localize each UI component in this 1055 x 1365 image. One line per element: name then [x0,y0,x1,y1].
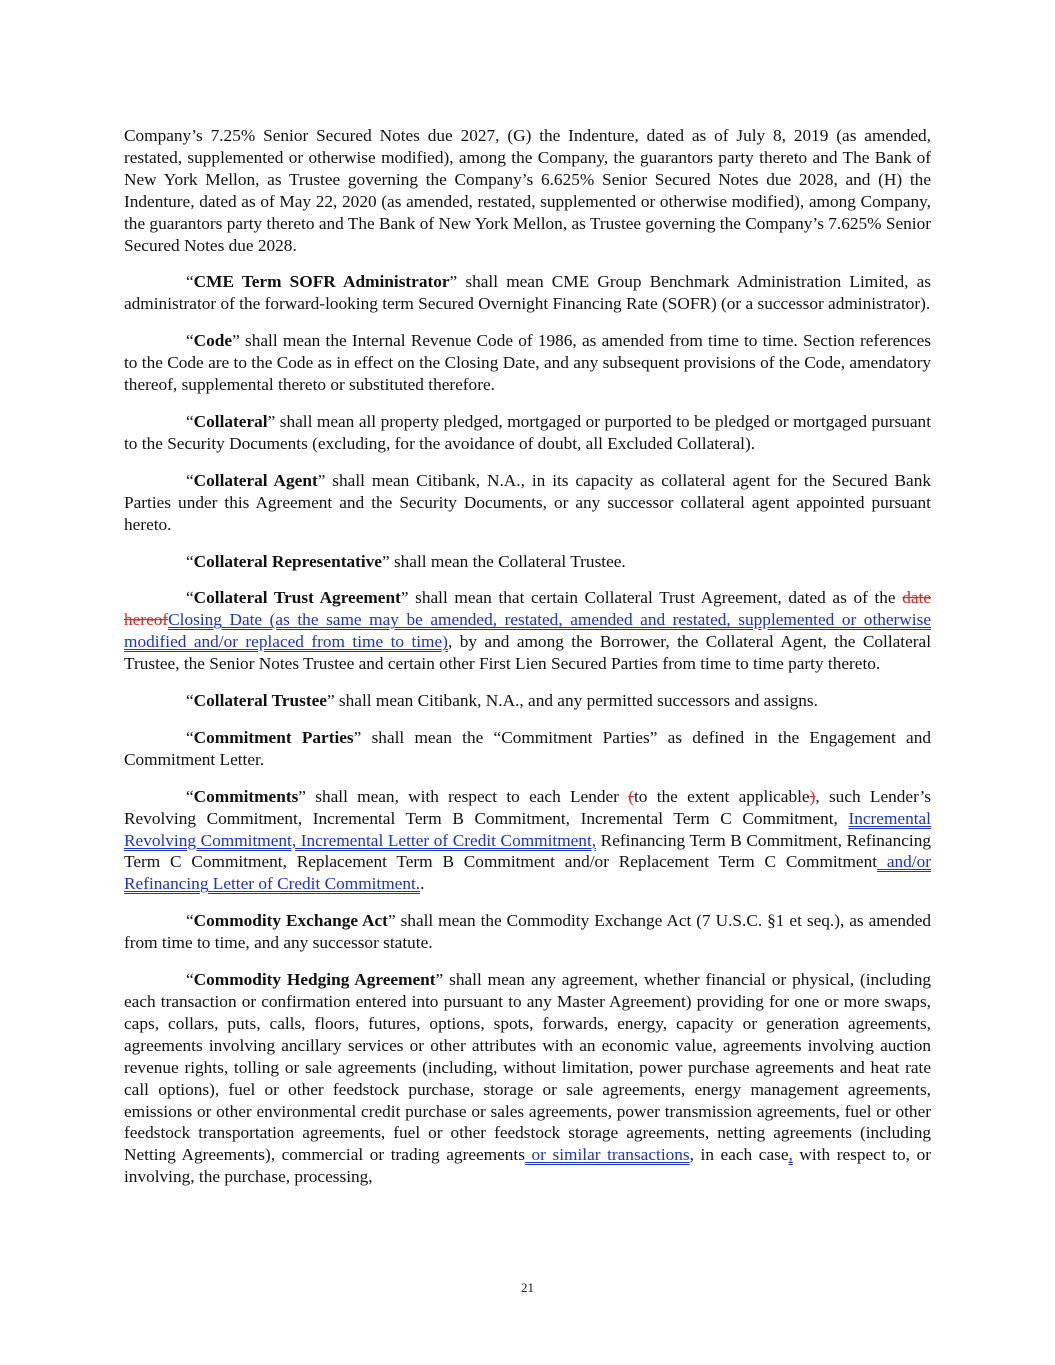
defined-term: Collateral Representative [193,551,382,571]
text-run: ” shall mean CME Group Benchmark Administration Limited, as administrator of the forward-looking term Secured Overnight Financing Rate (SOFR) (or a successor administrator). [124,272,931,314]
text-run: “ [186,331,194,351]
text-run: “ [186,786,194,806]
defined-term: Commodity Exchange Act [193,911,388,931]
paragraph [124,727,931,771]
text-run: “ [186,272,194,292]
paragraph [124,587,931,675]
paragraph [124,690,931,712]
paragraph [124,969,931,1188]
defined-term: Collateral Trust Agreement [193,588,401,608]
inserted-text: Closing Date (as the same may be amended, restated, amended and restated, supplemented or otherwise modified and/or replaced from time to time) [124,610,931,652]
inserted-text: Incremental Revolving Commitment, Incremental Letter of Credit Commitment, [124,808,931,850]
defined-term: CME Term SOFR Administrator [193,272,450,292]
defined-term: Collateral Agent [193,470,318,490]
paragraph [124,786,931,896]
page-number: 21 [521,1280,534,1295]
text-run: “ [186,470,194,490]
deleted-text: ( [628,786,634,806]
paragraph [124,271,931,315]
text-run: ” shall mean Citibank, N.A., and any permitted successors and assigns. [326,691,818,711]
inserted-text: and/or Refinancing Letter of Credit Commitment. [124,852,932,894]
text-run: , by and among the Borrower, the Collateral Agent, the Collateral Trustee, the Senior Notes Trustee and certain other First Lien Secured Parties from time to time party thereto. [124,632,931,674]
text-run: . [420,874,425,894]
text-run: ” shall mean the Commodity Exchange Act (7 U.S.C. §1 et seq.), as amended from time to time, and any successor statute. [124,911,931,953]
text-run: ” shall mean, with respect to each Lender [298,786,629,806]
text-run: “ [186,588,194,608]
text-run: , such Lender’s Revolving Commitment, Incremental Term B Commitment, Incremental Term C Commitment, [124,786,932,828]
text-run: ” shall mean any agreement, whether financial or physical, (including each transaction or confirmation entered into pursuant to any Master Agreement) providing for one or more swaps, caps, collars, puts, calls, floors, futures, options, spots, forwards, energy, capacity or generation agreements, agreements involving ancillary services or other attributes with an economic value, agreements involving auction revenue rights, tolling or sale agreements (including, without limitation, power purchase agreements and heat rate call options), fuel or other feedstock purchase, storage or sale agreements, energy management agreements, emissions or other environmental credit purchase or sales agreements, power transmission agreements, fuel or other feedstock transportation agreements, fuel or other feedstock storage agreements, netting agreements (including Netting Agreements), commercial or trading agreements [124,970,932,1165]
paragraph [124,910,931,954]
text-run: ” shall mean the “Commitment Parties” as defined in the Engagement and Commitment Letter. [124,727,931,769]
deleted-text: ) [809,786,816,806]
paragraph [124,330,931,396]
text-run: “ [186,911,194,931]
defined-term: Commodity Hedging Agreement [193,970,436,990]
text-run: “ [186,691,194,711]
text-run: ” shall mean that certain Collateral Trust Agreement, dated as of the [400,588,903,608]
text-run: Refinancing Term B Commitment, Refinancing Term C Commitment, Replacement Term B Commitment and/or Replacement Term C Commitment [124,830,931,872]
text-run: with respect to, or involving, the purchase, processing, [124,1145,931,1187]
inserted-text: or similar transactions [524,1145,690,1165]
text-run: to the extent applicable [633,786,810,806]
text-run: “ [186,970,194,990]
defined-term: Code [193,331,233,351]
defined-term: Collateral Trustee [193,691,327,711]
document-page [124,125,931,1203]
inserted-text: , [788,1145,793,1165]
text-run: , in each case [689,1145,789,1165]
text-run: “ [186,727,194,747]
text-run: Company’s 7.25% Senior Secured Notes due 2027, (G) the Indenture, dated as of July 8, 2019 (as amended, restated, supplemented or otherwise modified), among the Company, the guarantors party thereto and The Bank of New York Mellon, as Trustee governing the Company’s 6.625% Senior Secured Notes due 2028, and (H) the Indenture, dated as of May 22, 2020 (as amended, restated, supplemented or otherwise modified), among Company, the guarantors party thereto and The Bank of New York Mellon, as Trustee governing the Company’s 7.625% Senior Secured Notes due 2028. [124,126,931,255]
defined-term: Commitments [193,786,299,806]
paragraph [124,125,931,256]
deleted-text: date hereof [124,588,932,630]
paragraph [124,470,931,536]
text-run: ” shall mean the Internal Revenue Code of 1986, as amended from time to time. Section references to the Code are to the Code as in effect on the Closing Date, and any subsequent provisions of the Code, amendatory thereof, supplemental thereto or substituted therefore. [124,331,931,395]
paragraph [124,551,931,573]
text-run: ” shall mean Citibank, N.A., in its capacity as collateral agent for the Secured Bank Parties under this Agreement and the Security Documents, or any successor collateral agent appointed pursuant hereto. [124,470,931,534]
defined-term: Collateral [193,411,268,431]
text-run: “ [186,551,194,571]
paragraph [124,411,931,455]
text-run: “ [186,411,194,431]
text-run: ” shall mean the Collateral Trustee. [381,551,626,571]
text-run: ” shall mean all property pledged, mortgaged or purported to be pledged or mortgaged pursuant to the Security Documents (excluding, for the avoidance of doubt, all Excluded Collateral). [124,411,931,453]
defined-term: Commitment Parties [193,727,354,747]
